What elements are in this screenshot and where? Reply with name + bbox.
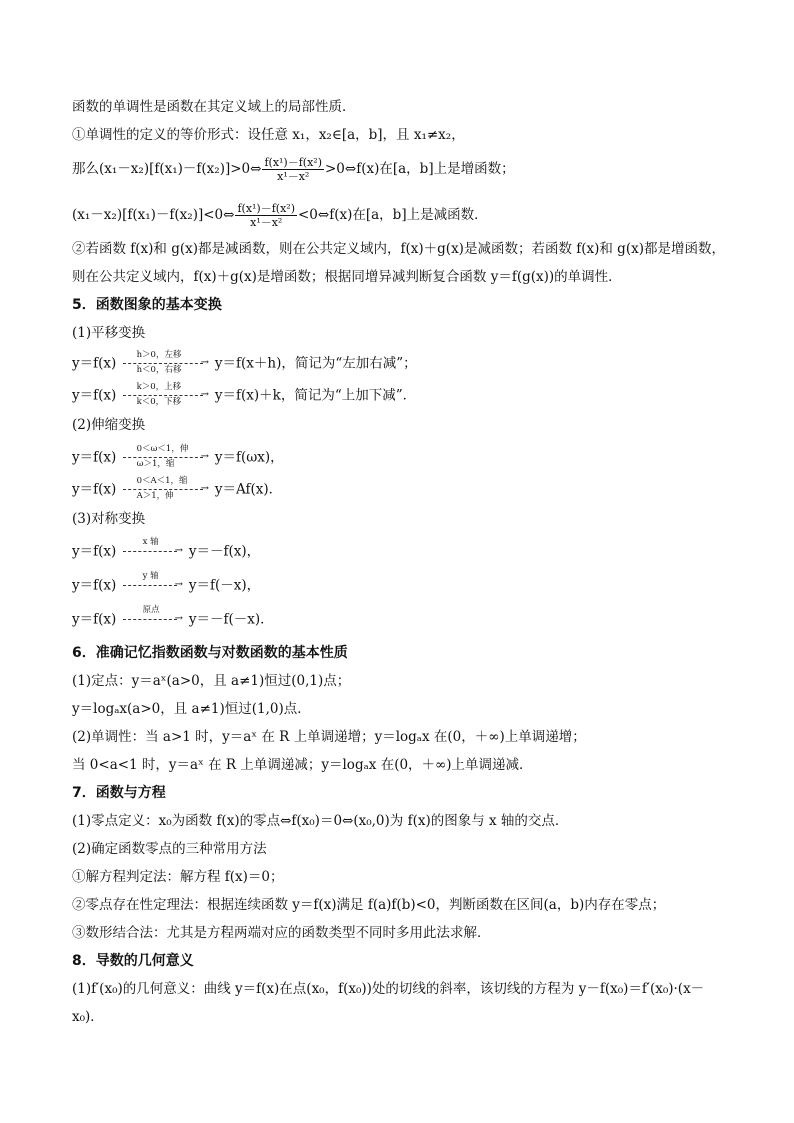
transform-source: y＝f(x) bbox=[72, 449, 117, 466]
arrow-head-icon: → bbox=[174, 579, 183, 590]
transform-arrow bbox=[123, 382, 209, 410]
arrow-top-label: k＞0，上移 bbox=[136, 382, 182, 392]
transform-arrow bbox=[123, 350, 209, 378]
arrow-head-icon: → bbox=[200, 389, 209, 400]
equation-text: >0⇔f(x)在[a，b]上是增函数； bbox=[325, 161, 515, 177]
transform-arrow bbox=[123, 606, 183, 634]
arrow-head-icon: → bbox=[174, 545, 183, 556]
section-heading: 6．准确记忆指数函数与对数函数的基本性质 bbox=[72, 645, 348, 661]
text-line: 则在公共定义域内，f(x)＋g(x)是增函数；根据同增异减判断复合函数 y＝f(g(x))的单调性． bbox=[72, 269, 622, 285]
text-line: (1)f′(x₀)的几何意义：曲线 y＝f(x)在点(x₀，f(x₀))处的切线的斜率，该切线的方程为 y－f(x₀)＝f′(x₀)·(x－ bbox=[72, 981, 705, 997]
text-line: ①单调性的定义的等价形式：设任意 x₁，x₂∈[a，b]，且 x₁≠x₂， bbox=[72, 127, 465, 143]
text-line: 函数的单调性是函数在其定义域上的局部性质． bbox=[72, 99, 356, 115]
transform-line bbox=[72, 538, 260, 566]
equation-text: 那么(x₁－x₂)[f(x₁)－f(x₂)]>0⇔ bbox=[72, 161, 262, 177]
equation-line bbox=[72, 156, 515, 183]
transform-arrow bbox=[123, 444, 209, 472]
transform-result: y＝－f(x)， bbox=[188, 543, 261, 560]
arrow-top-label: y 轴 bbox=[142, 571, 159, 581]
arrow-head-icon: → bbox=[200, 357, 209, 368]
fraction bbox=[262, 156, 324, 183]
arrow-top-label: x 轴 bbox=[142, 537, 159, 547]
fraction-denominator: x¹－x² bbox=[250, 216, 283, 229]
fraction-denominator: x¹－x² bbox=[277, 170, 310, 183]
text-line: (1)定点：y＝aˣ(a>0，且 a≠1)恒过(0,1)点； bbox=[72, 673, 351, 689]
section-heading: 5．函数图象的基本变换 bbox=[72, 297, 222, 313]
arrow-bottom-label: ω＞1，缩 bbox=[136, 459, 175, 469]
transform-source: y＝f(x) bbox=[72, 481, 117, 498]
transform-line bbox=[72, 350, 417, 378]
subsection-title: (3)对称变换 bbox=[72, 511, 146, 527]
text-line: (1)零点定义：x₀为函数 f(x)的零点⇔f(x₀)＝0⇔(x₀,0)为 f(x)的图象与 x 轴的交点． bbox=[72, 813, 569, 829]
arrow-bottom-label: k＜0，下移 bbox=[136, 397, 182, 407]
arrow-head-icon: → bbox=[174, 613, 183, 624]
arrow-top-label: 原点 bbox=[142, 605, 160, 615]
equation-text: <0⇔f(x)在[a，b]上是减函数． bbox=[298, 207, 488, 223]
transform-line bbox=[72, 572, 260, 600]
text-line: 当 0<a<1 时，y＝aˣ 在 R 上单调递减；y＝logₐx 在(0，＋∞)上单调递减． bbox=[72, 757, 533, 773]
section-heading: 8．导数的几何意义 bbox=[72, 953, 194, 969]
transform-source: y＝f(x) bbox=[72, 543, 117, 560]
transform-result: y＝f(ωx)， bbox=[214, 449, 284, 466]
transform-source: y＝f(x) bbox=[72, 611, 117, 628]
subsection-title: (2)伸缩变换 bbox=[72, 417, 146, 433]
fraction-numerator: f(x¹)－f(x²) bbox=[264, 156, 322, 169]
fraction bbox=[235, 202, 297, 229]
arrow-bottom-label: A＞1，伸 bbox=[136, 491, 174, 501]
transform-result: y＝f(x)＋k，简记为“上加下减”． bbox=[214, 387, 417, 404]
transform-result: y＝f(x＋h)，简记为“左加右减”； bbox=[214, 355, 417, 372]
transform-line bbox=[72, 476, 282, 504]
transform-result: y＝f(－x)， bbox=[188, 577, 261, 594]
text-line: ①解方程判定法：解方程 f(x)＝0； bbox=[72, 869, 284, 885]
transform-arrow bbox=[123, 476, 209, 504]
text-line: x₀)． bbox=[72, 1009, 104, 1025]
section-heading: 7．函数与方程 bbox=[72, 785, 166, 801]
text-line: y＝logₐx(a>0，且 a≠1)恒过(1,0)点． bbox=[72, 701, 311, 717]
transform-result: y＝－f(－x)． bbox=[188, 611, 274, 628]
transform-source: y＝f(x) bbox=[72, 387, 117, 404]
transform-line bbox=[72, 382, 416, 410]
transform-line bbox=[72, 606, 274, 634]
arrow-top-label: 0＜A＜1，缩 bbox=[136, 476, 188, 486]
text-line: (2)确定函数零点的三种常用方法 bbox=[72, 841, 267, 857]
transform-arrow bbox=[123, 538, 183, 566]
transform-source: y＝f(x) bbox=[72, 355, 117, 372]
transform-line bbox=[72, 444, 284, 472]
transform-arrow bbox=[123, 572, 183, 600]
arrow-top-label: 0＜ω＜1，伸 bbox=[136, 444, 189, 454]
text-line: ②若函数 f(x)和 g(x)都是减函数，则在公共定义域内，f(x)＋g(x)是减函数；若函数 f(x)和 g(x)都是增函数， bbox=[72, 241, 725, 257]
fraction-numerator: f(x¹)－f(x²) bbox=[237, 202, 295, 215]
arrow-head-icon: → bbox=[200, 451, 209, 462]
transform-source: y＝f(x) bbox=[72, 577, 117, 594]
arrow-top-label: h＞0，左移 bbox=[136, 350, 182, 360]
arrow-head-icon: → bbox=[200, 483, 209, 494]
subsection-title: (1)平移变换 bbox=[72, 325, 146, 341]
text-line: ②零点存在性定理法：根据连续函数 y＝f(x)满足 f(a)f(b)<0，判断函数在区间(a，b)内存在零点； bbox=[72, 897, 666, 913]
text-line: ③数形结合法：尤其是方程两端对应的函数类型不同时多用此法求解． bbox=[72, 925, 491, 941]
text-line: (2)单调性：当 a>1 时，y＝aˣ 在 R 上单调递增；y＝logₐx 在(0，＋∞)上单调递增； bbox=[72, 729, 586, 745]
transform-result: y＝Af(x)． bbox=[214, 481, 283, 498]
arrow-bottom-label: h＜0，右移 bbox=[136, 365, 182, 375]
equation-line bbox=[72, 202, 488, 229]
equation-text: (x₁－x₂)[f(x₁)－f(x₂)]<0⇔ bbox=[72, 207, 235, 223]
